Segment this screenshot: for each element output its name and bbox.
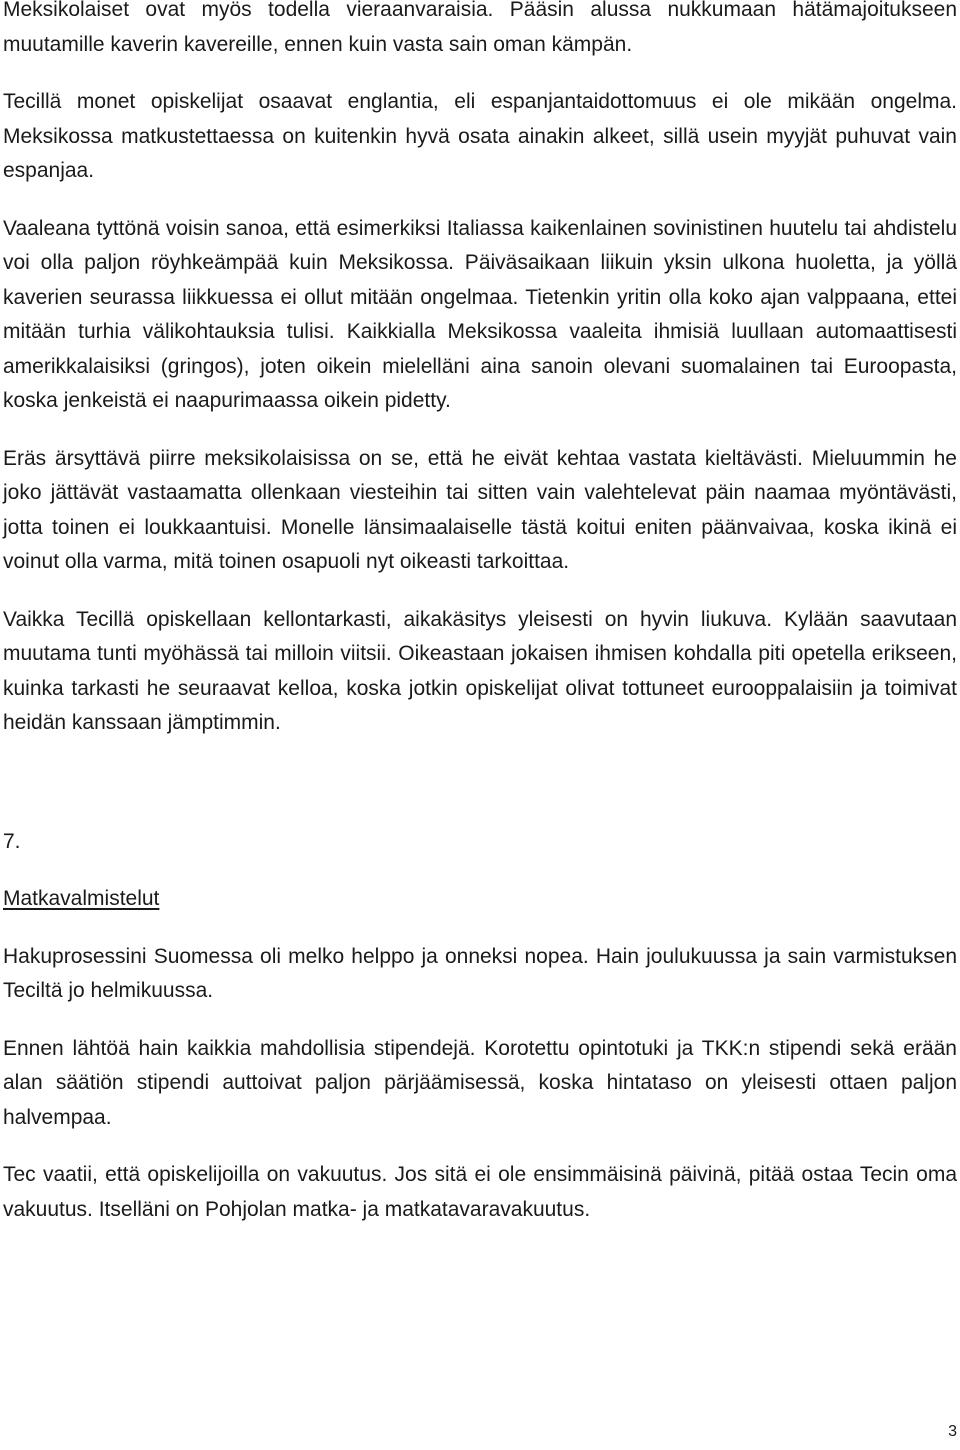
section-title-text: Matkavalmistelut bbox=[3, 887, 160, 910]
section-number: 7. bbox=[3, 829, 21, 853]
paragraph-insurance: Tec vaatii, että opiskelijoilla on vakuutus. Jos sitä ei ole ensimmäisinä päivinä, pitää ostaa Tecin oma vakuutus. Itselläni on Pohjolan matka- ja matkatavaravakuutus. bbox=[3, 1163, 957, 1221]
paragraph-language: Tecillä monet opiskelijat osaavat englantia, eli espanjantaidottomuus ei ole mikään ongelma. Meksikossa matkustettaessa on kuitenkin hyvä osata ainakin alkeet, sillä usein myyjät puhuvat vain espanjaa. bbox=[3, 90, 957, 182]
paragraph-application: Hakuprosessini Suomessa oli melko helppo ja onneksi nopea. Hain joulukuussa ja sain varmistuksen Teciltä jo helmikuussa. bbox=[3, 944, 957, 1002]
document-body bbox=[3, 0, 957, 1227]
paragraph-safety: Vaaleana tyttönä voisin sanoa, että esimerkiksi Italiassa kaikenlainen sovinistinen huutelu tai ahdistelu voi olla paljon röyhkeämpää kuin Meksikossa. Päiväsaikaan liikuin yksin ulkona huoletta, ja yöllä kaverien seurassa liikkuessa ei ollut mitään ongelmaa. Tietenkin yritin olla koko ajan valppaana, ettei mitään turhia välikohtauksia tulisi. Kaikkialla Meksikossa vaaleita ihmisiä luullaan automaattisesti amerikkalaisiksi (gringos), joten oikein mielelläni aina sanoin olevani suomalainen tai Euroopasta, koska jenkeistä ei naapurimaassa oikein pidetty. bbox=[3, 216, 957, 412]
paragraph-culture: Eräs ärsyttävä piirre meksikolaisissa on se, että he eivät kehtaa vastata kieltävästi. Mieluummin he joko jättävät vastaamatta ollenkaan viesteihin tai sitten vain valehtelevat päin naamaa myöntävästi, jotta toinen ei loukkaantuisi. Monelle länsimaalaiselle tästä koitui eniten päänvaivaa, koska ikinä ei voinut olla varma, mitä toinen osapuoli nyt oikeasti tarkoittaa. bbox=[3, 446, 957, 573]
page-number: 3 bbox=[948, 1423, 957, 1440]
paragraph-grants: Ennen lähtöä hain kaikkia mahdollisia stipendejä. Korotettu opintotuki ja TKK:n stipendi sekä erään alan säätiön stipendi auttoivat paljon pärjäämisessä, koska hintataso on yleisesti ottaen paljon halvempaa. bbox=[3, 1036, 957, 1129]
paragraph-hospitality: Meksikolaiset ovat myös todella vieraanvaraisia. Pääsin alussa nukkumaan hätämajoitukseen muutamille kaverin kavereille, ennen kuin vasta sain oman kämpän. bbox=[3, 0, 957, 56]
section-title bbox=[3, 882, 957, 917]
paragraph-time: Vaikka Tecillä opiskellaan kellontarkasti, aikakäsitys yleisesti on hyvin liukuva. Kylään saavutaan muutama tunti myöhässä tai milloin viitsii. Oikeastaan jokaisen ihmisen kohdalla piti opetella erikseen, kuinka tarkasti he seuraavat kelloa, koska jotkin opiskelijat olivat tottuneet eurooppalaisiin ja toimivat heidän kanssaan jämptimmin. bbox=[3, 607, 957, 734]
